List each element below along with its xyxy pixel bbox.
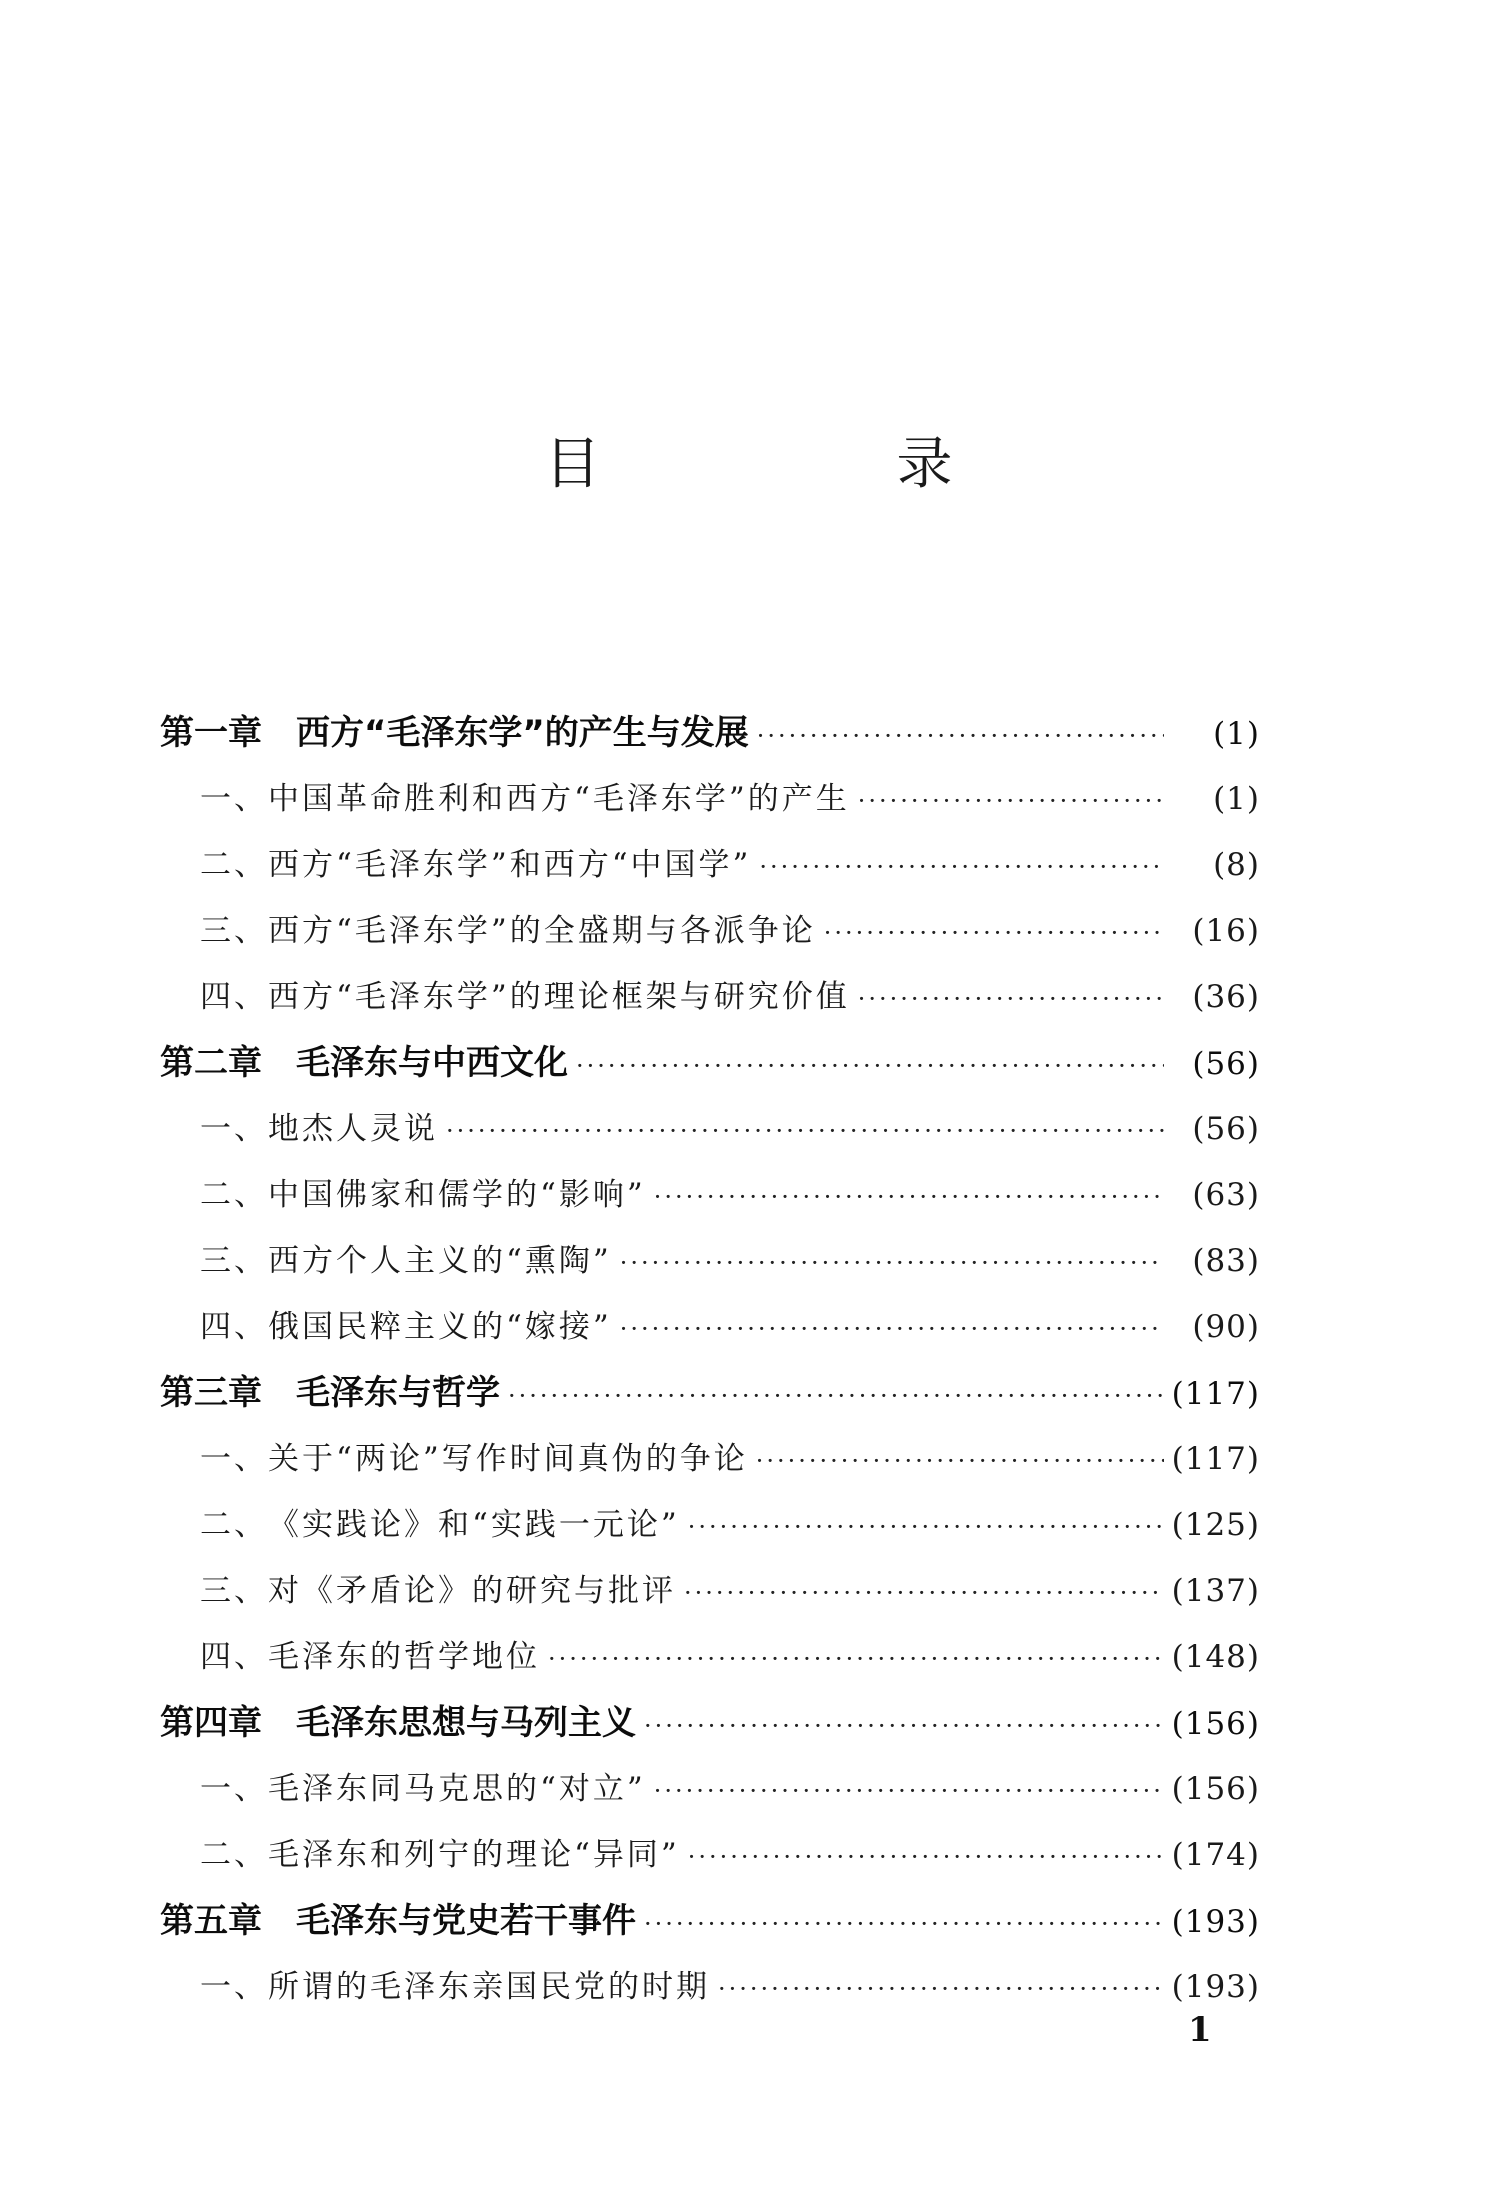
- toc-entry-title: 毛泽东的哲学地位: [268, 1639, 540, 1675]
- toc-chapter-entry: [160, 1888, 1260, 1954]
- toc-entry-page: (193): [1171, 1969, 1260, 2005]
- dot-leader: [644, 1693, 1164, 1759]
- toc-entry-number: 第三章: [160, 1373, 262, 1413]
- toc-entry-number: 三、: [200, 1243, 268, 1279]
- toc-entry-title: 毛泽东同马克思的“对立”: [268, 1771, 646, 1807]
- dot-leader: [654, 1164, 1164, 1230]
- toc-entry-number: 三、: [200, 1573, 268, 1609]
- dot-leader: [576, 1033, 1164, 1099]
- toc-entry-title: 《实践论》和“实践一元论”: [268, 1507, 680, 1543]
- toc-entry-page: (36): [1192, 979, 1260, 1015]
- toc-entry-number: 二、: [200, 1177, 268, 1213]
- toc-chapter-entry: [160, 1690, 1260, 1756]
- toc-entry-title: 毛泽东和列宁的理论“异同”: [268, 1837, 680, 1873]
- toc-entry-page: (156): [1171, 1771, 1260, 1807]
- toc-entry-title: 西方“毛泽东学”的理论框架与研究价值: [268, 979, 850, 1015]
- dot-leader: [620, 1296, 1164, 1362]
- toc-entry-number: 二、: [200, 1837, 268, 1873]
- toc-entry-number: 二、: [200, 847, 268, 883]
- toc-entry-title: 西方“毛泽东学”的全盛期与各派争论: [268, 913, 816, 949]
- toc-entry-page: (125): [1171, 1507, 1260, 1543]
- toc-entry-title: 西方个人主义的“熏陶”: [268, 1243, 612, 1279]
- toc-entry-number: 一、: [200, 1771, 268, 1807]
- toc-entry-title: 西方“毛泽东学”和西方“中国学”: [268, 847, 752, 883]
- toc-entry-page: (16): [1192, 913, 1260, 949]
- toc-entry-number: 四、: [200, 979, 268, 1015]
- toc-section-entry: [160, 1492, 1260, 1558]
- toc-section-entry: [160, 898, 1260, 964]
- toc-entry-page: (8): [1213, 847, 1260, 883]
- toc-entry-page: (1): [1213, 716, 1260, 752]
- toc-section-entry: [160, 1162, 1260, 1228]
- dot-leader: [446, 1098, 1164, 1164]
- dot-leader: [756, 1428, 1164, 1494]
- toc-entry-number: 一、: [200, 1441, 268, 1477]
- dot-leader: [688, 1494, 1164, 1560]
- page-title: 目 录: [544, 432, 1073, 497]
- toc-entry-page: (117): [1171, 1376, 1260, 1412]
- toc-entry-page: (117): [1171, 1441, 1260, 1477]
- toc-section-entry: [160, 1228, 1260, 1294]
- toc-entry-page: (174): [1171, 1837, 1260, 1873]
- toc-entry-number: 第五章: [160, 1901, 262, 1941]
- toc-entry-title: 毛泽东思想与马列主义: [296, 1703, 636, 1743]
- toc-section-entry: [160, 766, 1260, 832]
- toc-entry-number: 第四章: [160, 1703, 262, 1743]
- toc-section-entry: [160, 1096, 1260, 1162]
- toc-entry-title: 西方“毛泽东学”的产生与发展: [296, 713, 749, 753]
- toc-section-entry: [160, 1822, 1260, 1888]
- toc-entry-title: 毛泽东与党史若干事件: [296, 1901, 636, 1941]
- toc-entry-page: (156): [1171, 1706, 1260, 1742]
- toc-section-entry: [160, 1426, 1260, 1492]
- toc-entry-page: (1): [1213, 781, 1260, 817]
- toc-entry-title: 毛泽东与哲学: [296, 1373, 500, 1413]
- toc-entry-page: (137): [1171, 1573, 1260, 1609]
- toc-section-entry: [160, 1558, 1260, 1624]
- dot-leader: [858, 768, 1164, 834]
- dot-leader: [548, 1626, 1164, 1692]
- toc-entry-title: 地杰人灵说: [268, 1111, 438, 1147]
- toc-entry-title: 中国佛家和儒学的“影响”: [268, 1177, 646, 1213]
- toc-entry-number: 四、: [200, 1639, 268, 1675]
- dot-leader: [684, 1560, 1164, 1626]
- dot-leader: [718, 1956, 1164, 2022]
- dot-leader: [759, 834, 1164, 900]
- dot-leader: [824, 900, 1164, 966]
- toc-entry-number: 第一章: [160, 713, 262, 753]
- toc-entry-page: (83): [1192, 1243, 1260, 1279]
- toc-entry-number: 一、: [200, 781, 268, 817]
- toc-entry-number: 三、: [200, 913, 268, 949]
- toc-entry-title: 毛泽东与中西文化: [296, 1043, 568, 1083]
- toc-chapter-entry: [160, 700, 1260, 766]
- dot-leader: [654, 1758, 1164, 1824]
- toc-entry-title: 所谓的毛泽东亲国民党的时期: [268, 1969, 710, 2005]
- toc-entry-page: (56): [1192, 1111, 1260, 1147]
- dot-leader: [620, 1230, 1164, 1296]
- dot-leader: [757, 703, 1164, 769]
- dot-leader: [858, 966, 1164, 1032]
- dot-leader: [508, 1363, 1164, 1429]
- toc-entry-title: 关于“两论”写作时间真伪的争论: [268, 1441, 748, 1477]
- toc-entry-page: (63): [1192, 1177, 1260, 1213]
- dot-leader: [688, 1824, 1164, 1890]
- toc-section-entry: [160, 1954, 1260, 2020]
- toc-entry-page: (193): [1171, 1904, 1260, 1940]
- toc-entry-number: 四、: [200, 1309, 268, 1345]
- toc-section-entry: [160, 1756, 1260, 1822]
- toc-section-entry: [160, 1294, 1260, 1360]
- toc-entry-number: 第二章: [160, 1043, 262, 1083]
- toc-entry-page: (148): [1171, 1639, 1260, 1675]
- toc-entry-number: 二、: [200, 1507, 268, 1543]
- toc-entry-title: 俄国民粹主义的“嫁接”: [268, 1309, 612, 1345]
- table-of-contents: [160, 700, 1260, 2020]
- toc-entry-title: 对《矛盾论》的研究与批评: [268, 1573, 676, 1609]
- toc-section-entry: [160, 832, 1260, 898]
- toc-chapter-entry: [160, 1030, 1260, 1096]
- toc-entry-page: (56): [1192, 1046, 1260, 1082]
- dot-leader: [644, 1891, 1164, 1957]
- toc-section-entry: [160, 964, 1260, 1030]
- toc-section-entry: [160, 1624, 1260, 1690]
- toc-entry-number: 一、: [200, 1969, 268, 2005]
- toc-entry-title: 中国革命胜利和西方“毛泽东学”的产生: [268, 781, 850, 817]
- page-number: 1: [1188, 2010, 1212, 2050]
- toc-entry-number: 一、: [200, 1111, 268, 1147]
- toc-entry-page: (90): [1192, 1309, 1260, 1345]
- toc-chapter-entry: [160, 1360, 1260, 1426]
